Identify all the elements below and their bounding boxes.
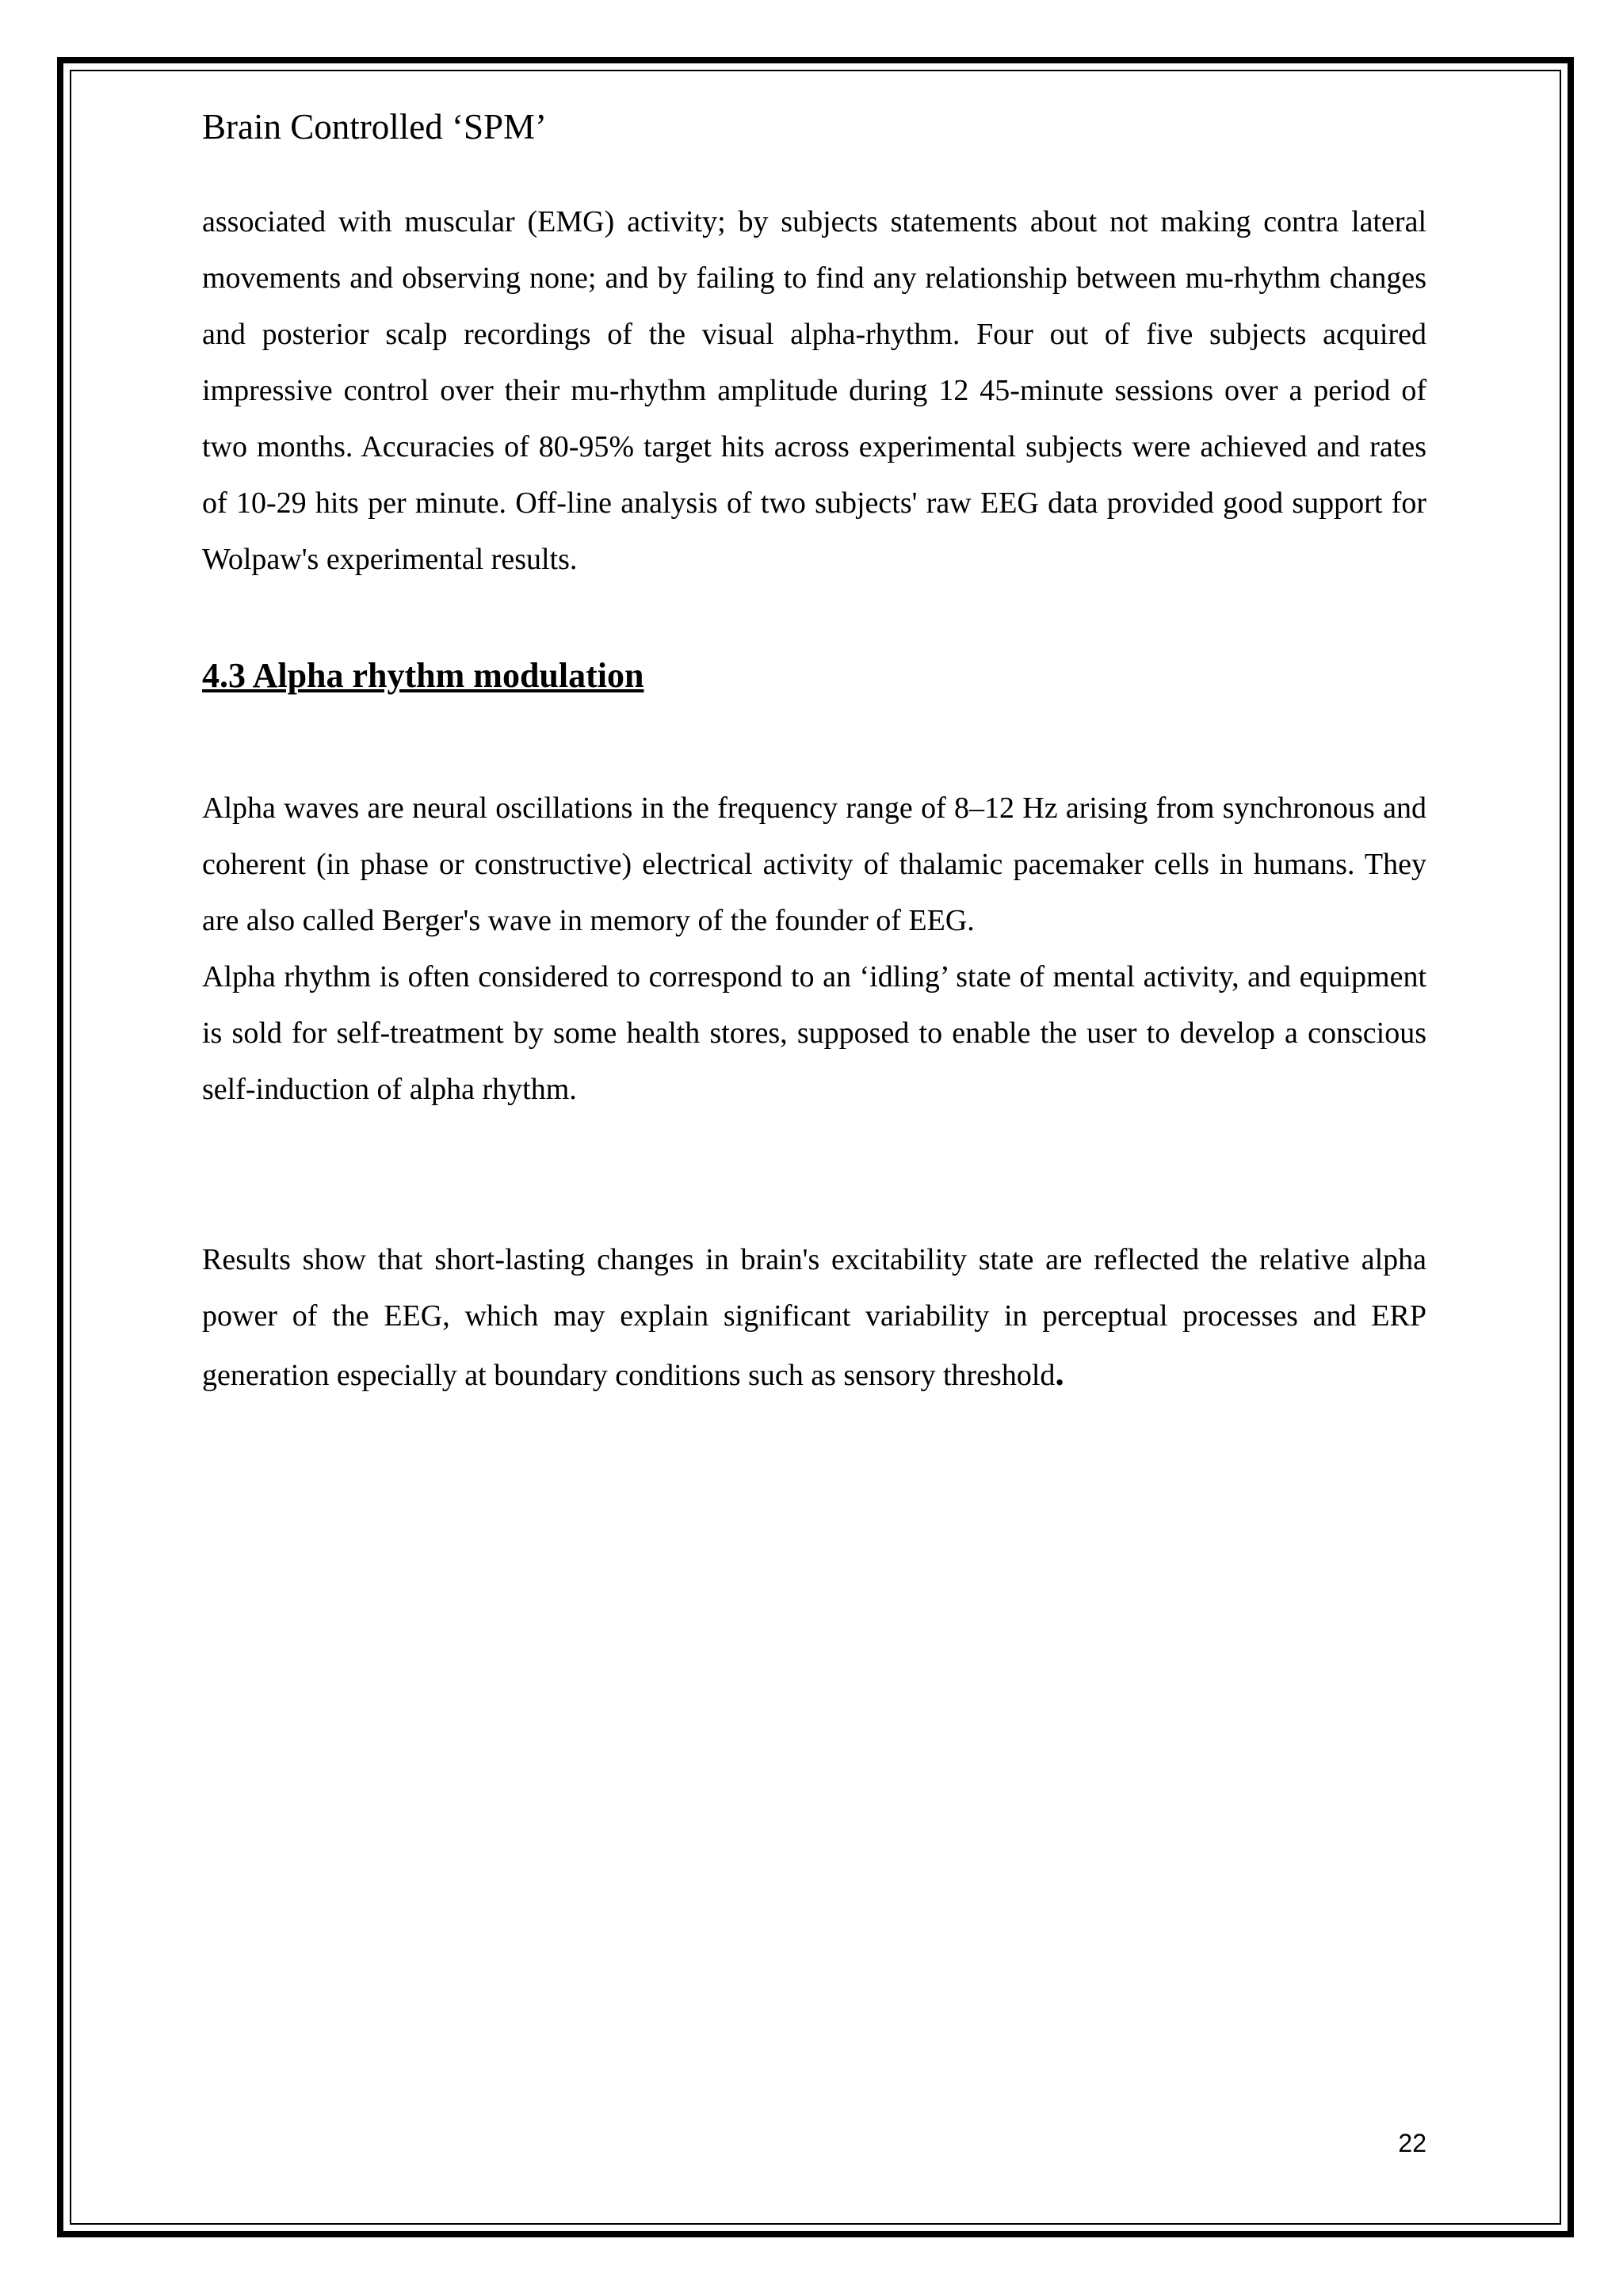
alpha-rhythm-paragraph: Alpha rhythm is often considered to correspond to an ‘idling’ state of mental activity, and equipment is sold for self-treatment by some health stores, supposed to enable the user to develop a conscious self-induction of alpha rhythm. [202,960,1426,1106]
results-paragraph-text: Results show that short-lasting changes in brain's excitability state are reflected the relative alpha power of the EEG, which may explain significant variability in perceptual processes and ERP generation especially at boundary conditions such as sensory threshold [202,1243,1426,1392]
results-paragraph-period: . [1055,1352,1064,1393]
section-heading: 4.3 Alpha rhythm modulation [202,656,644,695]
intro-paragraph: associated with muscular (EMG) activity; by subjects statements about not making contra lateral movements and observing none; and by failing to find any relationship between mu-rhythm changes and posterior scalp recordings of the visual alpha-rhythm. Four out of five subjects acquired impressive control over their mu-rhythm amplitude during 12 45-minute sessions over a period of two months. Accuracies of 80-95% target hits across experimental subjects were achieved and rates of 10-29 hits per minute. Off-line analysis of two subjects' raw EEG data provided good support for Wolpaw's experimental results. [202,205,1426,576]
page-number: 22 [1398,2129,1426,2157]
results-paragraph [202,1232,1426,1404]
intro-paragraph-block [202,194,1426,588]
results-paragraph-block [202,1232,1426,1404]
alpha-paragraph-block [202,780,1426,1118]
running-header: Brain Controlled ‘SPM’ [202,107,547,147]
alpha-waves-paragraph: Alpha waves are neural oscillations in the frequency range of 8–12 Hz arising from synchronous and coherent (in phase or constructive) electrical activity of thalamic pacemaker cells in humans. They are also called Berger's wave in memory of the founder of EEG. [202,791,1426,937]
